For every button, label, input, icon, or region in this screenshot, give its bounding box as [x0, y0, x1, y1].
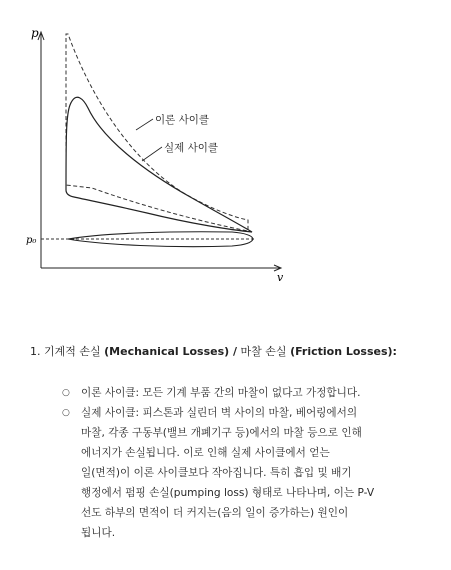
bullet-circle-icon: ○ [62, 408, 70, 418]
bullet-circle-icon: ○ [62, 388, 70, 398]
x-axis-label: v [277, 271, 284, 284]
bullet-text-line: 마찰, 각종 구동부(밸브 개폐기구 등)에서의 마찰 등으로 인해 [81, 427, 362, 439]
p0-label: p₀ [26, 235, 37, 246]
list-item [62, 403, 432, 543]
bullet-text-line: 실제 사이클: 피스톤과 실린더 벽 사이의 마찰, 베어링에서의 [81, 407, 358, 419]
bullet-text-line: 됩니다. [81, 527, 116, 539]
section-heading [30, 345, 430, 359]
section-number: 1. [30, 345, 41, 358]
section-title-kr-2: 마찰 손실 [240, 345, 287, 358]
section-title-en-1: (Mechanical Losses) / [104, 345, 238, 358]
list-item [62, 383, 432, 403]
ideal-cycle-label: 이론 사이클 [155, 114, 210, 126]
bullet-text: 이론 사이클: 모든 기계 부품 간의 마찰이 없다고 가정합니다. [81, 387, 361, 399]
bullet-text-line: 일(면적)이 이론 사이클보다 작아집니다. 특히 흡입 및 배기 [81, 467, 352, 479]
pumping-loop [68, 232, 253, 247]
actual-cycle-label: 실제 사이클 [164, 142, 219, 154]
section-title-kr-1: 기계적 손실 [44, 345, 101, 358]
bullet-text-line: 에너지가 손실됩니다. 이로 인해 실제 사이클에서 얻는 [81, 447, 330, 459]
pv-diagram [22, 20, 300, 288]
y-axis-label: p [31, 26, 39, 40]
section-title-en-2: (Friction Losses): [290, 345, 397, 358]
bullet-text-line: 행정에서 펌핑 손실(pumping loss) 형태로 나타나며, 이는 P-V [81, 487, 375, 499]
bullet-list [62, 383, 432, 543]
ideal-cycle-leader [136, 119, 153, 130]
actual-cycle-leader [142, 147, 162, 161]
bullet-text-line: 선도 하부의 면적이 더 커지는(음의 일이 증가하는) 원인이 [81, 507, 349, 519]
